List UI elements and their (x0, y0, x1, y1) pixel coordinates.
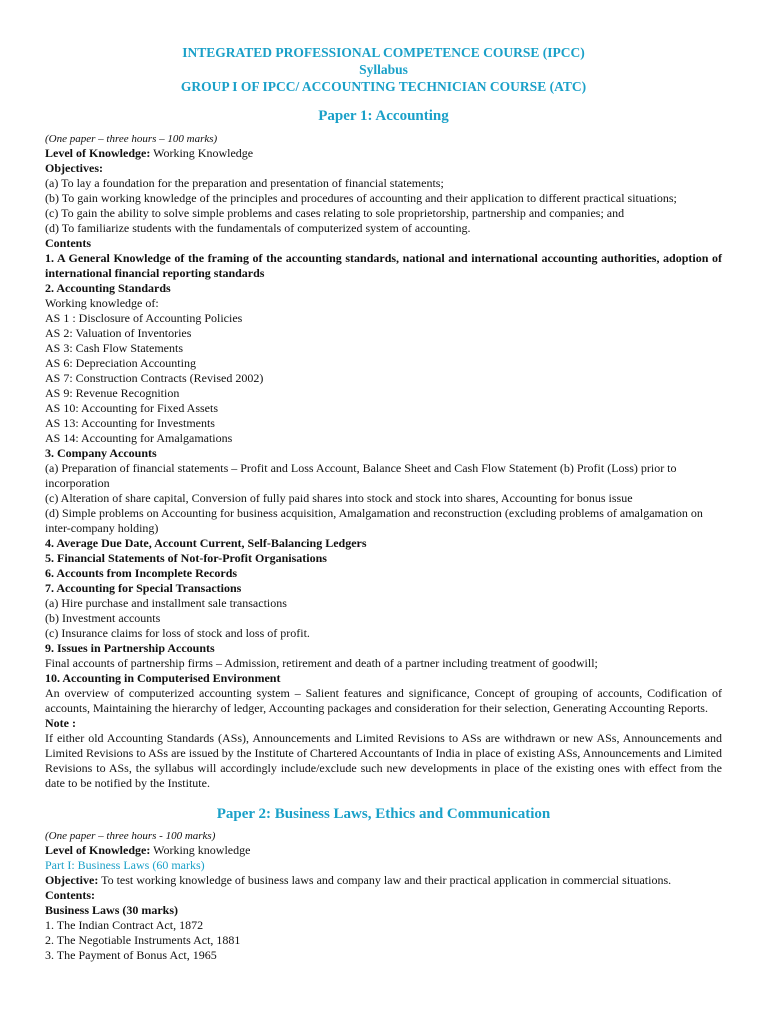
objective-label: Objective: (45, 873, 99, 887)
paper-2-contents-heading: Contents: (45, 888, 95, 902)
business-law-item: 3. The Payment of Bonus Act, 1965 (45, 948, 217, 962)
objective-value: To test working knowledge of business laws and company law and their practical application in commercial situations. (98, 873, 672, 887)
header-line-3: GROUP I OF IPCC/ ACCOUNTING TECHNICIAN COURSE (ATC) (180, 79, 587, 94)
section-10-heading: 10. Accounting in Computerised Environment (45, 671, 281, 685)
standard-item: AS 10: Accounting for Fixed Assets (45, 401, 218, 415)
header-line-2: Syllabus (359, 62, 408, 77)
standard-item: AS 6: Depreciation Accounting (45, 356, 196, 370)
syllabus-page (45, 44, 722, 963)
paper-1-title: Paper 1: Accounting (318, 108, 449, 124)
section-4-heading: 4. Average Due Date, Account Current, Self-Balancing Ledgers (45, 536, 367, 550)
section-2-intro: Working knowledge of: (45, 296, 159, 310)
standard-item: AS 9: Revenue Recognition (45, 386, 180, 400)
objective-item: (d) To familiarize students with the fundamentals of computerized system of accounting. (45, 221, 471, 235)
section-2-heading: 2. Accounting Standards (45, 281, 171, 295)
level-value: Working Knowledge (150, 146, 254, 160)
paper-2-title: Paper 2: Business Laws, Ethics and Communication (216, 806, 551, 822)
business-laws-heading: Business Laws (30 marks) (45, 903, 179, 917)
standard-item: AS 2: Valuation of Inventories (45, 326, 192, 340)
level-label: Level of Knowledge: (45, 843, 151, 857)
contents-heading: Contents (45, 236, 92, 250)
standard-item: AS 13: Accounting for Investments (45, 416, 215, 430)
company-accounts-item: (a) Preparation of financial statements – Profit and Loss Account, Balance Sheet and Cash Flow Statement (b) Profit (Loss) prior to incorporation (45, 461, 677, 490)
level-value: Working knowledge (150, 843, 251, 857)
special-transactions-item: (a) Hire purchase and installment sale transactions (45, 596, 287, 610)
special-transactions-item: (c) Insurance claims for loss of stock and loss of profit. (45, 626, 310, 640)
standard-item: AS 1 : Disclosure of Accounting Policies (45, 311, 243, 325)
paper-1-marks-note: (One paper – three hours – 100 marks) (45, 133, 218, 145)
part-1-heading: Part I: Business Laws (60 marks) (45, 858, 205, 872)
section-5-heading: 5. Financial Statements of Not-for-Profit Organisations (45, 551, 327, 565)
standard-item: AS 3: Cash Flow Statements (45, 341, 184, 355)
paper-2-objective (45, 873, 722, 888)
section-7-heading: 7. Accounting for Special Transactions (45, 581, 242, 595)
section-3-heading: 3. Company Accounts (45, 446, 157, 460)
section-6-heading: 6. Accounts from Incomplete Records (45, 566, 238, 580)
standard-item: AS 14: Accounting for Amalgamations (45, 431, 233, 445)
special-transactions-item: (b) Investment accounts (45, 611, 161, 625)
header-line-1: INTEGRATED PROFESSIONAL COMPETENCE COURSE (IPCC) (182, 45, 585, 60)
objectives-heading: Objectives: (45, 161, 103, 175)
business-law-item: 2. The Negotiable Instruments Act, 1881 (45, 933, 241, 947)
objective-item: (a) To lay a foundation for the preparation and presentation of financial statements; (45, 176, 444, 190)
paper-2-level (45, 843, 722, 858)
paper-1-level (45, 146, 722, 161)
paper-2-marks-note: (One paper – three hours - 100 marks) (45, 830, 216, 842)
note-text: If either old Accounting Standards (ASs), Announcements and Limited Revisions to ASs are withdrawn or new ASs, Announcements and Limited Revisions to ASs are issued by the Institute of Chartered Accountants of India in place of existing ASs, Announcements and Limited Revisions to ASs, the syllabus will accordingly include/exclude such new developments in place of the existing ones with effect from the date to be notified by the Institute. (45, 731, 722, 790)
company-accounts-item: (d) Simple problems on Accounting for business acquisition, Amalgamation and reconstruction (excluding problems of amalgamation on inter-company holding) (45, 506, 703, 535)
objective-item: (c) To gain the ability to solve simple problems and cases relating to sole proprietorship, partnership and companies; and (45, 206, 625, 220)
section-10-text: An overview of computerized accounting system – Salient features and significance, Concept of grouping of accounts, Codification of accounts, Maintaining the hierarchy of ledger, Accounting packages and consideration for their selection, Generating Accounting Reports. (45, 686, 722, 715)
section-9-text: Final accounts of partnership firms – Admission, retirement and death of a partner including treatment of goodwill; (45, 656, 598, 670)
level-label: Level of Knowledge: (45, 146, 151, 160)
standard-item: AS 7: Construction Contracts (Revised 2002) (45, 371, 264, 385)
company-accounts-item: (c) Alteration of share capital, Conversion of fully paid shares into stock and stock into shares, Accounting for bonus issue (45, 491, 633, 505)
objective-item: (b) To gain working knowledge of the principles and procedures of accounting and their application to different practical situations; (45, 191, 677, 205)
section-9-heading: 9. Issues in Partnership Accounts (45, 641, 215, 655)
business-law-item: 1. The Indian Contract Act, 1872 (45, 918, 204, 932)
note-heading: Note : (45, 716, 76, 730)
section-1-heading: 1. A General Knowledge of the framing of the accounting standards, national and international accounting authorities, adoption of international financial reporting standards (45, 251, 722, 280)
